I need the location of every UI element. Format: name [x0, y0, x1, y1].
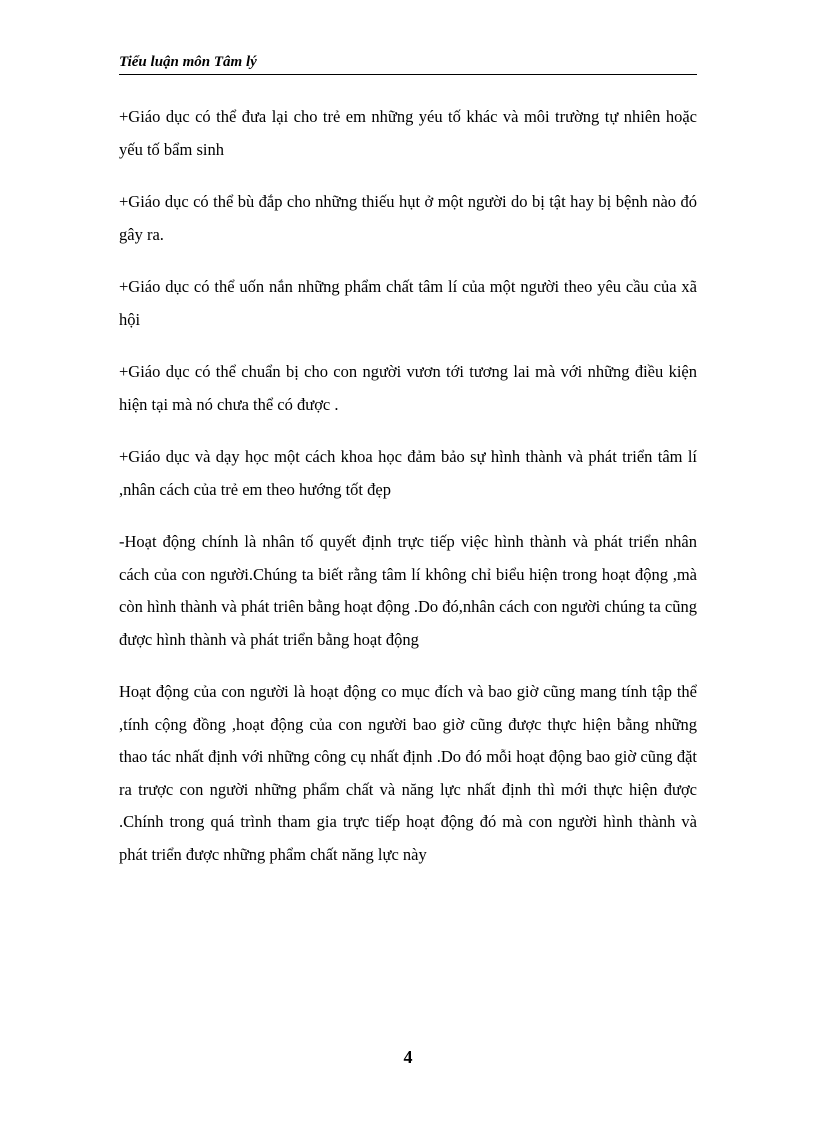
paragraph: Hoạt động của con người là hoạt động co mục đích và bao giờ cũng mang tính tập thể ,tính cộng đồng ,hoạt động của con người bao giờ cũng được thực hiện bằng những thao tác nhất định với những công cụ nhất định .Do đó mỗi hoạt động bao giờ cũng đặt ra trược con người những phẩm chất và năng lực nhất định thì mới thực hiện được .Chính trong quá trình tham gia trực tiếp hoạt động đó mà con người hình thành và phát triển được những phẩm chất năng lực này	[119, 682, 697, 864]
header-title: Tiểu luận môn Tâm lý	[119, 54, 257, 70]
page-number: 4	[403, 1047, 413, 1067]
paragraph: -Hoạt động chính là nhân tố quyết định trực tiếp việc hình thành và phát triển nhân cách của con người.Chúng ta biết rằng tâm lí không chỉ biểu hiện trong hoạt động ,mà còn hình thành và phát triên bằng hoạt động .Do đó,nhân cách con người chúng ta cũng được hình thành và phát triển bằng hoạt động	[119, 532, 697, 649]
paragraph: +Giáo dục có thể đưa lại cho trẻ em những yéu tố khác và môi trường tự nhiên hoặc yếu tố bẩm sinh	[119, 107, 697, 159]
page-header	[119, 50, 697, 75]
paragraph: +Giáo dục có thể uốn nắn những phẩm chất tâm lí của một người theo yêu cầu của xã hội	[119, 277, 697, 329]
paragraph: +Giáo dục và dạy học một cách khoa học đảm bảo sự hình thành và phát triển tâm lí ,nhân cách của trẻ em theo hướng tốt đẹp	[119, 447, 697, 499]
paragraph: +Giáo dục có thể chuẩn bị cho con người vươn tới tương lai mà với những điều kiện hiện tại mà nó chưa thể có được .	[119, 362, 697, 414]
document-body	[119, 101, 697, 871]
paragraph: +Giáo dục có thể bù đắp cho những thiếu hụt ở một người do bị tật hay bị bệnh nào đó gây ra.	[119, 192, 697, 244]
